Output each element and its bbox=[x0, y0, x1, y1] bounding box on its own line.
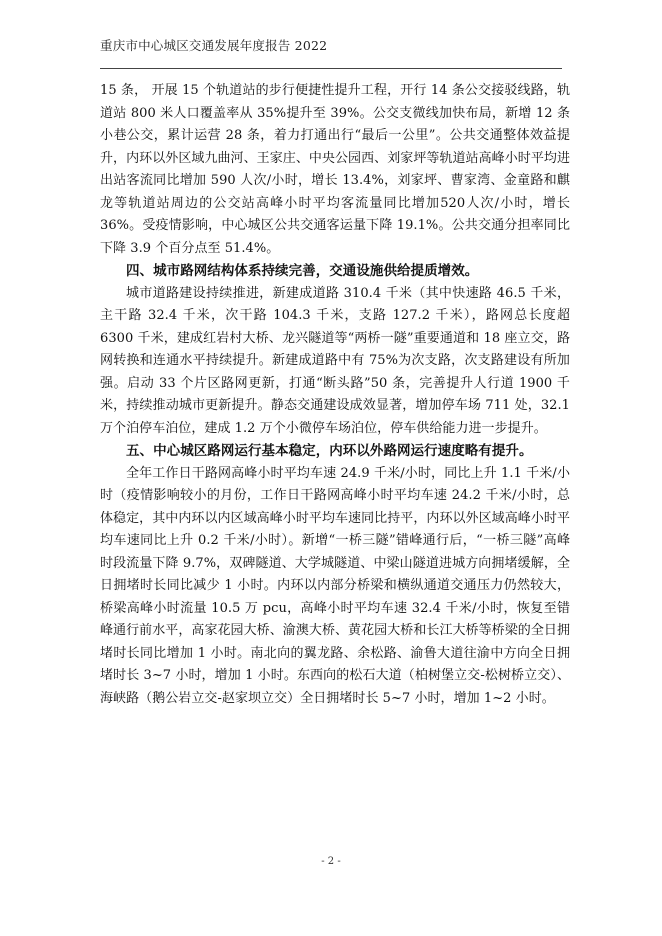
section-heading-road-network: 四、城市路网结构体系持续完善，交通设施供给提质增效。 bbox=[126, 263, 479, 279]
running-header: 重庆市中心城区交通发展年度报告 2022 bbox=[100, 38, 328, 53]
header-divider bbox=[100, 68, 562, 69]
paragraph-road-construction: 城市道路建设持续推进，新建成道路 310.4 千米（其中快速路 46.5 千米，主干路 32.4 千米，次干路 104.3 千米，支路 127.2 千米），路网总长度超 6300 千米，建成红岩村大桥、龙兴隧道等“两桥一隧”重要通道和 18 座立交，路网转换和连通水平持续提升。新建成道路中有 75%为次支路，次支路建设有所加强。启动 33 个片区路网更新，打通“断头路”50 条，完善提升人行道 1900 千米，持续推动城市更新提升。静态交通建设成效显著，增加停车场 711 处，32.1 万个泊停车泊位，建成 1.2 万个小微停车场泊位，停车供给能力进一步提升。 bbox=[100, 285, 570, 436]
paragraph-public-transit: 15 条， 开展 15 个轨道站的步行便捷性提升工程，开行 14 条公交接驳线路，轨道站 800 米人口覆盖率从 35%提升至 39%。公交支微线加快布局，新增 12 条小巷公交，累计运营 28 条，着力打通出行“最后一公里”。公共交通整体效益提升，内环以外区域九曲河、王家庄、中央公园西、刘家坪等轨道站高峰小时平均进出站客流同比增加 590 人次/小时，增长 13.4%，刘家坪、曹家湾、金童路和麒龙等轨道站周边的公交站高峰小时平均客流量同比增加520人次/小时，增长36%。受疫情影响，中心城区公共交通客运量下降 19.1%。公共交通分担率同比下降 3.9 个百分点至 51.4%。 bbox=[100, 83, 570, 256]
section-heading-network-operation: 五、中心城区路网运行基本稳定，内环以外路网运行速度略有提升。 bbox=[126, 443, 533, 459]
paragraph-network-speed: 全年工作日干路网高峰小时平均车速 24.9 千米/小时，同比上升 1.1 千米/小时（疫情影响较小的月份，工作日干路网高峰小时平均车速 24.2 千米/小时，总体稳定，其中内环以内区域高峰小时平均车速同比持平，内环以外区域高峰小时平均车速同比上升 0.2 千米/小时）。新增“一桥三隧”错峰通行后，“一桥三隧”高峰时段流量下降 9.7%，双碑隧道、大学城隧道、中梁山隧道进城方向拥堵缓解，全日拥堵时长同比减少 1 小时。内环以内部分桥梁和横纵通道交通压力仍然较大，桥梁高峰小时流量 10.5 万 pcu，高峰小时平均车速 32.4 千米/小时，恢复至错峰通行前水平，高家花园大桥、渝澳大桥、黄花园大桥和长江大桥等桥梁的全日拥堵时长同比增加 1 小时。南北向的翼龙路、余松路、渝鲁大道往渝中方向全日拥堵时长 3~7 小时，增加 1 小时。东西向的松石大道（柏树堡立交-松树桥立交）、海峡路（鹅公岩立交-赵家坝立交）全日拥堵时长 5~7 小时，增加 1~2 小时。 bbox=[100, 465, 570, 706]
page-number: - 2 - bbox=[321, 856, 341, 867]
report-body bbox=[100, 80, 570, 710]
